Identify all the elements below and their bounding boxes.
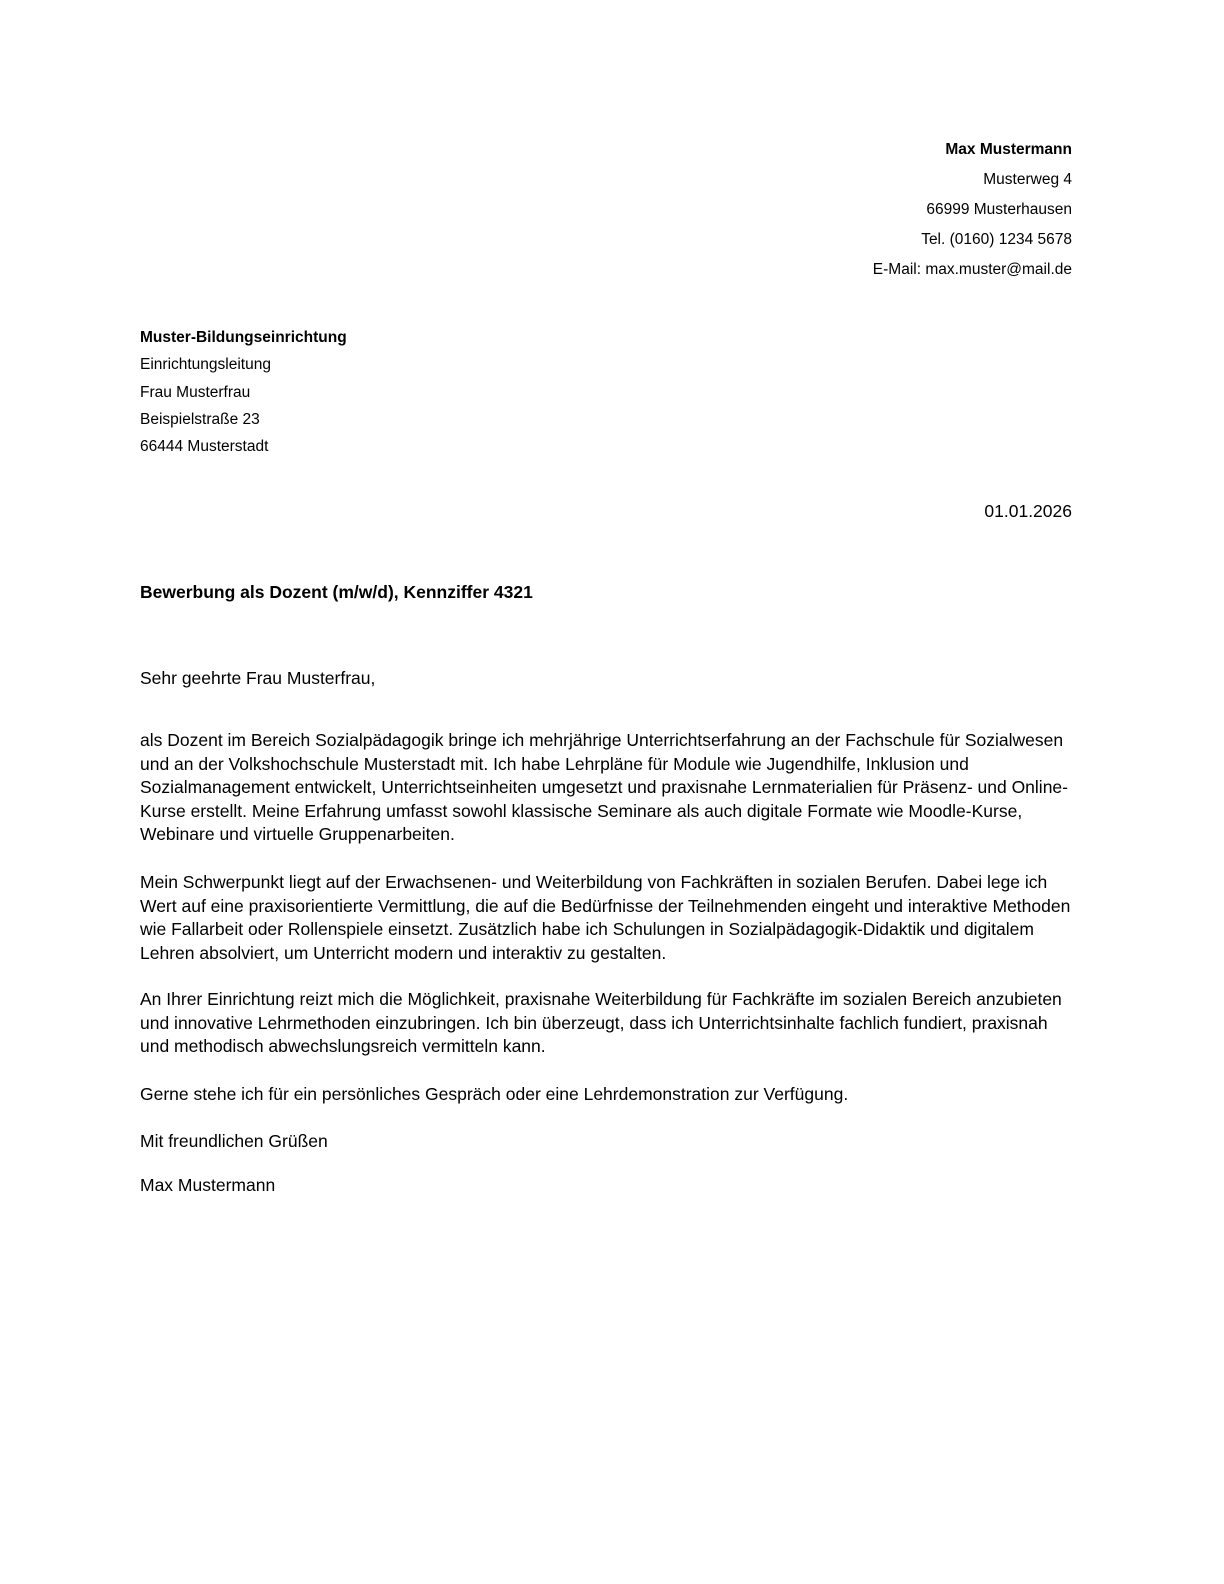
sender-email: E-Mail: max.muster@mail.de bbox=[872, 261, 1072, 278]
sender-address-block bbox=[873, 139, 1072, 289]
body-paragraph: An Ihrer Einrichtung reizt mich die Möglichkeit, praxisnahe Weiterbildung für Fachkräfte im sozialen Bereich anzubieten und innovative Lehrmethoden einzubringen. Ich bin überzeugt, dass ich Unterrichtsinhalte fachlich fundiert, praxisnah und methodisch abwechslungsreich vermitteln kann. bbox=[140, 989, 1062, 1057]
closing-sentence: Gerne stehe ich für ein persönliches Gespräch oder eine Lehrdemonstration zur Verfügung. bbox=[140, 1084, 849, 1104]
letter-subject: Bewerbung als Dozent (m/w/d), Kennziffer 4321 bbox=[140, 582, 533, 602]
recipient-address-block bbox=[140, 328, 347, 464]
recipient-organization: Muster-Bildungseinrichtung bbox=[140, 329, 347, 346]
sender-phone: Tel. (0160) 1234 5678 bbox=[921, 231, 1072, 248]
recipient-street: Beispielstraße 23 bbox=[140, 410, 260, 428]
salutation: Sehr geehrte Frau Musterfrau, bbox=[140, 668, 376, 688]
sender-street: Musterweg 4 bbox=[983, 171, 1072, 188]
sender-name: Max Mustermann bbox=[945, 141, 1072, 158]
body-paragraph: Mein Schwerpunkt liegt auf der Erwachsenen- und Weiterbildung von Fachkräften in sozialen Berufen. Dabei lege ich Wert auf eine praxisorientierte Vermittlung, die auf die Bedürfnisse der Teilnehmenden eingeht und interaktive Methoden wie Fallarbeit oder Rollenspiele einsetzt. Zusätzlich habe ich Schulungen in Sozialpädagogik-Didaktik und digitalem Lehren absolviert, um Unterricht modern und interaktiv zu gestalten. bbox=[140, 872, 1071, 963]
sender-city: 66999 Musterhausen bbox=[926, 201, 1072, 218]
recipient-department: Einrichtungsleitung bbox=[140, 356, 271, 374]
recipient-contact: Frau Musterfrau bbox=[140, 383, 251, 401]
recipient-city: 66444 Musterstadt bbox=[140, 438, 269, 456]
letter-date: 01.01.2026 bbox=[984, 501, 1072, 521]
closing-greeting: Mit freundlichen Grüßen bbox=[140, 1131, 328, 1151]
signature-name: Max Mustermann bbox=[140, 1175, 276, 1195]
body-paragraph: als Dozent im Bereich Sozialpädagogik bringe ich mehrjährige Unterrichtserfahrung an der Fachschule für Sozialwesen und an der Volkshochschule Musterstadt mit. Ich habe Lehrpläne für Module wie Jugendhilfe, Inklusion und Sozialmanagement entwickelt, Unterrichtseinheiten umgesetzt und praxisnahe Lernmaterialien für Präsenz- und Online-Kurse erstellt. Meine Erfahrung umfasst sowohl klassische Seminare als auch digitale Formate wie Moodle-Kurse, Webinare und virtuelle Gruppenarbeiten. bbox=[140, 730, 1068, 845]
